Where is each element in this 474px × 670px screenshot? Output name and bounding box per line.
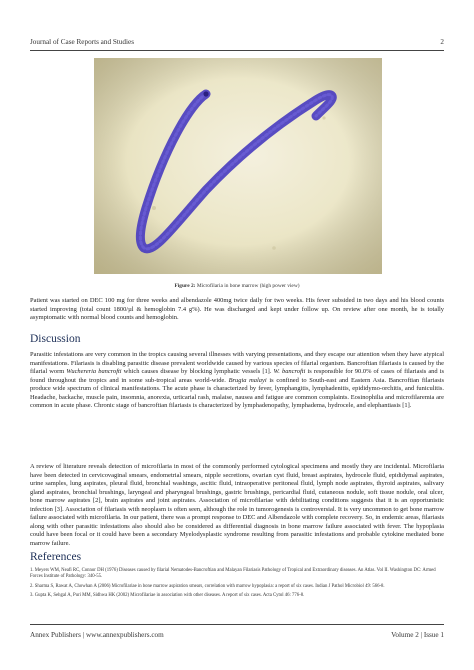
footer-divider xyxy=(30,624,444,625)
reference-item: 2. Sharma S, Rawat A, Chowhan A (2006) Microfilariae in bone marrow aspiration smears, correlation with marrow hypoplasia: a report of six cases. Indian J Pathol Microbiol 49: 566-8. xyxy=(30,583,385,589)
microfilaria-image xyxy=(94,58,382,274)
header-divider xyxy=(30,50,444,51)
page-header xyxy=(30,38,444,46)
reference-list xyxy=(30,568,444,602)
reference-item: 1. Meyers WM, Neafi RC, Connor DH (1976) Diseases caused by filarial Nematodes-Bancroftian and Malayan Filariasis Pathology of Tropical and Extraordinary diseases. An Atlas. Vol II. Washington DC: Armed Forces Institute of Pathology: 340-55. xyxy=(30,568,436,580)
section-heading-discussion: Discussion xyxy=(30,333,81,345)
reference-item: 3. Gupta K, Sehgal A, Puri MM, Sidhwa HK (2002) Microfilariae in association with other diseases. A report of six cases. Acta Cytol 46: 776-8. xyxy=(30,592,305,598)
text-segment: Parasitic infestations are very common in the tropics causing several illnesses with varying presentations, and they escape our attention when they have atypical manifestations. Filariasis is disabling parasitic disease prevalent worldwide caused by various species of filarial organism. Bancroftian filariasis is caused by the filarial worm xyxy=(30,351,444,376)
paragraph-discussion-2: A review of literature reveals detection of microfilaria in most of the commonly performed cytological specimens and mostly they are incidental. Microfilaria have been detected in cervicovaginal smears, endometrial smears, nipple secretions, ovarian cyst fluid, breast aspirates, hydrocele fluid, epididymal aspirates, urine samples, lung aspirates, pleural fluid, bronchial washings, ascitic fluid, intraoperative peritoneal fluid, lymph node aspirates, thyroid aspirates, salivary gland aspirates, bronchial brushings, laryngeal and pharyngeal brushings, gastric brushings, pericardial fluid, cutaneous nodule, soft tissue nodule, oral ulcer, bone marrow aspirates [2], brain aspirates and joint aspirates. Association of microfilariae with debilitating conditions suggests that it is an opportunistic infection [3]. Association of filariasis with neoplasm is often seen, although the role in tumorogenesis is controversial. It is very uncommon to get bone marrow failure associated with microfilaria. In our patient, there was a prompt response to DEC and Albendazole with complete recovery. So, in endemic areas, filariasis along with other parasitic infestations also should also be considered as differential diagnosis in bone marrow failure associated with fever. The hypoplasia could have been focal or it could have been a secondary Myelodysplastic syndrome resulting from parasitic infestations and probable cytokine mediated bone marrow failure. xyxy=(30,463,444,547)
volume-issue: Volume 2 | Issue 1 xyxy=(391,631,444,639)
species-name: Brugia malayi xyxy=(228,376,267,384)
journal-title: Journal of Case Reports and Studies xyxy=(30,38,135,46)
microfilaria-micrograph xyxy=(94,58,382,274)
publisher-info: Annex Publishers | www.annexpublishers.com xyxy=(30,631,164,639)
page-number: 2 xyxy=(440,38,444,46)
microfilaria-head xyxy=(203,91,208,96)
figure-label: Figure 2: xyxy=(174,283,196,289)
paragraph-discussion-1 xyxy=(30,351,444,411)
section-heading-references: References xyxy=(30,551,82,563)
figure-caption-text: Microfilaria in bone marrow (high power view) xyxy=(196,283,300,289)
text-segment: which causes disease by blocking lymphatic vessels [1]. xyxy=(121,368,274,376)
species-name: W. bancrofti xyxy=(273,368,306,376)
text-segment: is confined to South-east and Eastern Asia. Bancroftian filariasis produce wide spectrum of clinical manifestations. The acute phase is characterized by fever, lymphangitis, lymphadenitis, epididymo-orchitis, and funiculitis. Headache, backache, muscle pain, insomnia, anorexia, urticarial rash, malaise, nausea and fatigue are common complaints. Eosinophilia and microfilaremia are common in acute phase. Chronic stage of bancroftian filariasis is characterized by lymphadenopathy, lymphadema, hydrocele, and elephantiasis [1]. xyxy=(30,376,444,410)
paragraph-treatment: Patient was started on DEC 100 mg for three weeks and albendazole 400mg twice daily for two weeks. His fever subsided in two days and his blood counts started improving (total count 1800/µl & hemoglobin 7.4 g%). He was discharged and kept under follow up. On review after one month, he is totally asymptomatic with normal blood counts and hemoglobin. xyxy=(30,297,444,322)
figure-caption xyxy=(0,283,474,289)
species-name: Wuchereria bancrofti xyxy=(66,368,122,376)
page-footer xyxy=(30,631,444,639)
text-segment: is responsible for 90.0% of cases of filariasis and is found throughout the tropics and in some sub-tropical areas world-wide. xyxy=(30,368,444,384)
